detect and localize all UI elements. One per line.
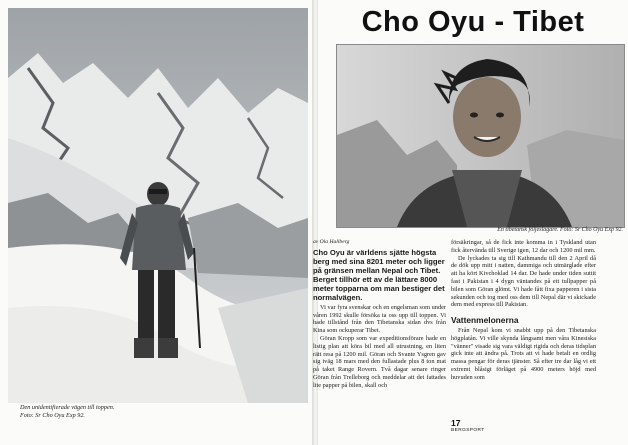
climber-photo (8, 8, 308, 403)
article-column-1 (313, 239, 446, 390)
col2-paragraph-1: försäkringar, så de fick inte komma in i Tyskland utan fick återvända till Sverige igen, 12 dar och 1200 mil mm. (451, 239, 596, 254)
child-portrait-photo (336, 44, 625, 228)
page-footer (451, 418, 485, 433)
byline: av Ola Hallberg (313, 239, 350, 245)
article-column-2 (451, 239, 596, 382)
article-title: Cho Oyu - Tibet (361, 6, 585, 38)
col1-paragraph-1: Vi var fyra svenskar och en engelsman som under våren 1992 skulle försöka ta oss upp till toppen. Vi hade tillstånd från den Tibetanska sidan dvs från Kina som ockuperar Tibet. (313, 303, 446, 335)
col2-paragraph-3: Från Nepal kom vi snabbt upp på den Tibetanska högplatån. Vi ville skynda långsamt men våra Kinesiska "vänner" visade sig vara väldigt rigida och deras tidsplan gick inte att ändra på. Trots att vi hade betalt en ordlig massa pengar för deras tjänster. Så efter tre dar låg vi ett extremt blåsigt förläget på 4900 meters höjd med huvuden som (451, 326, 596, 381)
child-portrait-illustration (337, 45, 624, 227)
page-number: 17 (451, 418, 461, 428)
section-heading: Vattenmelonerna (451, 315, 519, 326)
left-photo-caption (20, 404, 280, 420)
col1-paragraph-2: Göran Kropp som var expeditionsförare hade en listig plan att köra bil med all utrustning, en liten rätt resa på 1200 mil. Göran och Svante Ysgren gav sig iväg 18 mars med den fullastade plus 8 ton mat på taket Range Rovern. Två dagar senare ringer Göran från Trelleborg och meddelar att det fattades lite papper på bilen, skall och (313, 334, 446, 389)
right-photo-caption: En tibetansk följeslagare. Foto: Sr Cho Oyu Exp 92. (497, 227, 623, 233)
magazine-name: BERGSPORT (451, 428, 485, 433)
right-page (313, 0, 628, 445)
col2-paragraph-2: De lyckades ta sig till Kathmandu till den 2 April då de dök upp mitt i natten, dammiga och utmärglade efter att ha kört Kivchoklad 14 dar. De hade under tiden suttit fast i Pakistan i 4 dygn väntandes på ett tullpapper på bilen som Göran glömt. Vi hade fått fixa papperen i sista sekunden och tog med oss dem till Nepal där vi skickade dem med express till Pakistan. (451, 254, 596, 309)
article-lead: Cho Oyu är världens sjätte högsta berg med sina 8201 meter och ligger på gränsen mellan Nepal och Tibet. Berget tillhör ett av de lättare 8000 meter topparna om man bestiger det normalvägen. (313, 247, 445, 302)
left-caption-line1: Den unidentifierade vägen till toppen. (20, 404, 115, 411)
left-caption-line2: Foto: Sr Cho Oyu Exp 92. (20, 412, 85, 419)
climber-photo-illustration (8, 8, 308, 403)
